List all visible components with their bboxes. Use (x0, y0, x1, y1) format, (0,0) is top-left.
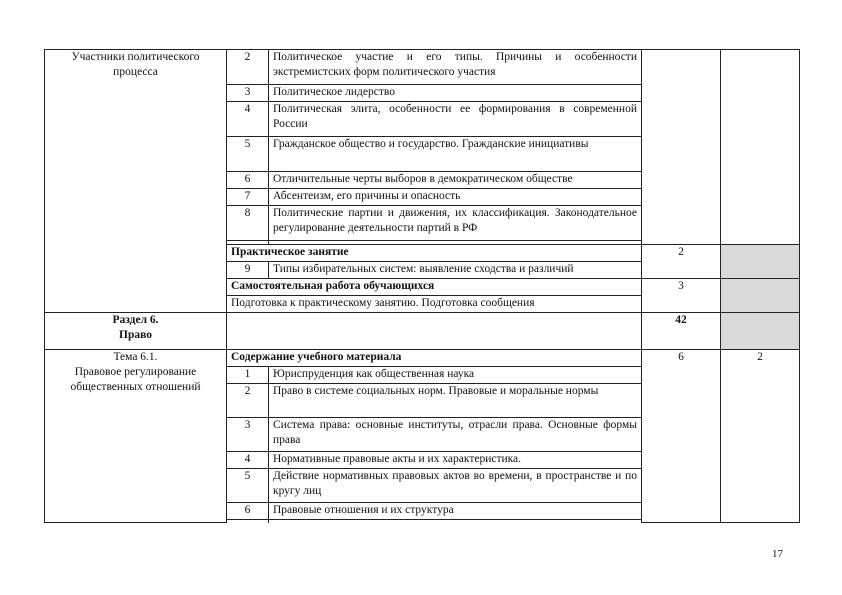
section6-hours: 42 (642, 313, 721, 350)
table-row (45, 50, 800, 85)
spacer-cell (227, 520, 269, 523)
item-number: 1 (227, 367, 269, 384)
item-text: Правовые отношения и их структура (269, 503, 642, 520)
self-work-text: Подготовка к практическому занятию. Подготовка сообщения (227, 296, 642, 313)
topic61-title-cell (45, 350, 227, 523)
hours-cell (642, 50, 721, 245)
topic-number: 3 (227, 85, 269, 102)
topic-text: Отличительные черты выборов в демократическом обществе (269, 172, 642, 189)
item-number: 4 (227, 452, 269, 469)
section6-title-line2: Право (119, 329, 152, 341)
practice-label: Практическое занятие (227, 245, 642, 262)
item-text: Действие нормативных правовых актов во времени, в пространстве и по кругу лиц (269, 469, 642, 503)
table-row (45, 313, 800, 350)
practice-text: Типы избирательных систем: выявление сходства и различий (269, 262, 642, 279)
section-title: Участники политического процесса (71, 51, 200, 78)
practice-hours: 2 (642, 245, 721, 279)
item-number: 3 (227, 418, 269, 452)
practice-number: 9 (227, 262, 269, 279)
item-number: 5 (227, 469, 269, 503)
empty-cell (227, 313, 642, 350)
item-text: Юриспруденция как общественная наука (269, 367, 642, 384)
topic-text: Политическое лидерство (269, 85, 642, 102)
page-number: 17 (772, 548, 783, 560)
curriculum-table (44, 49, 800, 523)
item-number: 6 (227, 503, 269, 520)
table-row (45, 350, 800, 367)
topic-text: Гражданское общество и государство. Гражданские инициативы (269, 137, 642, 172)
topic61-level: 2 (721, 350, 800, 523)
topic-text: Политическая элита, особенности ее формирования в современной России (269, 102, 642, 137)
topic-number: 5 (227, 137, 269, 172)
topic-number: 2 (227, 50, 269, 85)
topic-text: Политические партии и движения, их классификация. Законодательное регулирование деятельности партий в РФ (269, 206, 642, 241)
spacer-cell (269, 520, 642, 523)
item-text: Нормативные правовые акты и их характеристика. (269, 452, 642, 469)
topic-text: Абсентеизм, его причины и опасность (269, 189, 642, 206)
topic61-hours: 6 (642, 350, 721, 523)
shaded-cell (721, 245, 800, 279)
item-number: 2 (227, 384, 269, 418)
section6-title (45, 313, 227, 350)
section6-title-line1: Раздел 6. (112, 314, 159, 326)
shaded-cell (721, 313, 800, 350)
topic-number: 8 (227, 206, 269, 241)
topic-text: Политическое участие и его типы. Причины и особенности экстремистских форм политического участия (269, 50, 642, 85)
content-label: Содержание учебного материала (227, 350, 642, 367)
self-work-label: Самостоятельная работа обучающихся (227, 279, 642, 296)
topic-number: 7 (227, 189, 269, 206)
topic61-line1: Тема 6.1. (113, 351, 158, 363)
level-cell (721, 50, 800, 245)
item-text: Право в системе социальных норм. Правовые и моральные нормы (269, 384, 642, 418)
self-work-hours: 3 (642, 279, 721, 313)
topic-number: 6 (227, 172, 269, 189)
section-title-cell (45, 50, 227, 313)
topic61-line2: Правовое регулирование общественных отношений (70, 366, 201, 393)
topic-number: 4 (227, 102, 269, 137)
item-text: Система права: основные институты, отрасли права. Основные формы права (269, 418, 642, 452)
shaded-cell (721, 279, 800, 313)
